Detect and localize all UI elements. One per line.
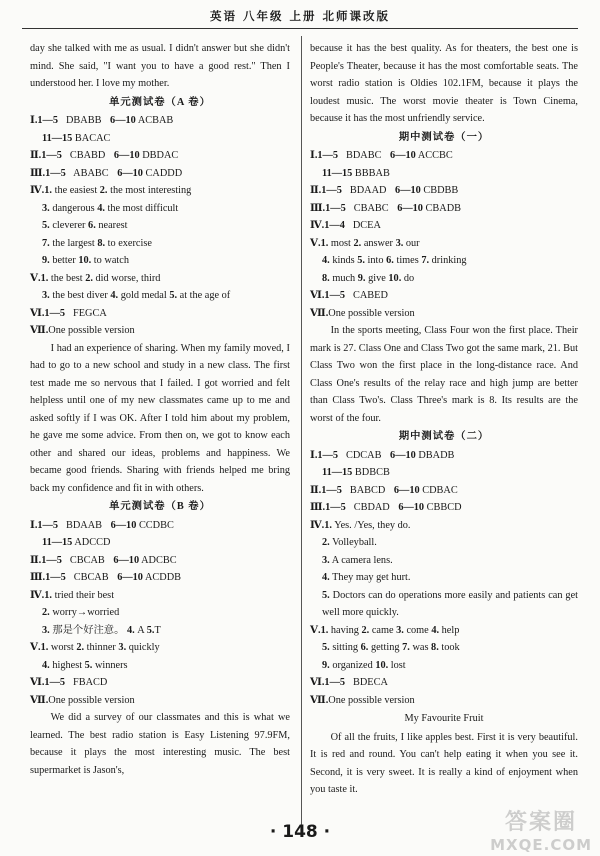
answer-line: 11—15 BACAC	[42, 132, 111, 144]
column-divider	[301, 36, 302, 828]
answer-line: Ⅱ.1—5 CBCAB 6—10 ADCBC	[30, 554, 177, 566]
page-header: 英语 八年级 上册 北师课改版	[209, 9, 390, 23]
answer-line: Ⅴ.1. worst 2. thinner 3. quickly	[30, 642, 160, 653]
answer-line: 5. cleverer 6. nearest	[42, 220, 128, 231]
right-column	[310, 40, 578, 799]
answer-line: Ⅰ.1—5 BDABC 6—10 ACCBC	[310, 150, 453, 161]
answer-line: 5. sitting 6. getting 7. was 8. took	[322, 642, 460, 653]
answer-line: 7. the largest 8. to exercise	[42, 237, 152, 249]
answer-line: Ⅶ.One possible version	[30, 694, 135, 706]
answer-line: 11—15 BBBAB	[322, 167, 390, 179]
answer-line: Ⅱ.1—5 CBABD 6—10 DBDAC	[30, 150, 179, 161]
answer-line: Ⅶ.One possible version	[310, 694, 415, 706]
answer-line: Ⅵ.1—5 CABED	[310, 290, 388, 301]
unit-test-a-title: 单元测试卷（A 卷）	[109, 96, 211, 108]
intro-paragraph: day she talked with me as usual. I didn't answer but she didn't mind. She said, "I want you to have a good rest." Then I understood her. I love my mother.	[30, 43, 290, 89]
answer-line: Ⅰ.1—5 CDCAB 6—10 DBADB	[310, 449, 455, 461]
answer-line: Ⅳ.1. Yes. /Yes, they do.	[310, 519, 411, 531]
answer-line: Ⅵ.1—5 FBACD	[30, 677, 108, 688]
essay-paragraph: I had an experience of sharing. When my family moved, I had to go to a new school and study in a new class. The first test made me so nervous that I failed. I got worried and felt helpless until one of my new classmates came up to me and asked softly if I was OK. After I told him about my problem, he gave me some advice. From then on, we got to know each other and shared our ideas, problems and happiness. We became good friends. Sharing with friends helped me bring back my confidence and fit in with others.	[30, 342, 290, 494]
answer-line: 3. dangerous 4. the most difficult	[42, 202, 179, 214]
answer-line: Ⅲ.1—5 CBABC 6—10 CBADB	[310, 202, 462, 214]
answer-line: Ⅱ.1—5 BABCD 6—10 CDBAC	[310, 484, 458, 496]
midterm-2-title: 期中测试卷（二）	[398, 431, 490, 442]
answer-line: 2. worry→worried	[42, 607, 120, 618]
answer-line: Ⅲ.1—5 ABABC 6—10 CADDD	[30, 167, 183, 179]
unit-test-b-title: 单元测试卷（B 卷）	[109, 501, 211, 512]
answer-line: Ⅵ.1—5 FEGCA	[30, 307, 107, 319]
answer-line: 5. Doctors can do operations more easily and patients can get well more quickly.	[322, 589, 579, 618]
page-number: · 148 ·	[269, 822, 331, 842]
answer-line: 11—15 ADCCD	[42, 537, 111, 548]
answer-line: Ⅴ.1. the best 2. did worse, third	[30, 272, 161, 284]
watermark-logo	[490, 805, 592, 854]
answer-line: 4. highest 5. winners	[42, 659, 128, 671]
answer-line: 9. organized 10. lost	[322, 659, 406, 671]
essay-paragraph: We did a survey of our classmates and this is what we learned. The best radio station is Easy Listening 97.9FM, because it plays the most interesting music. The best supermarket is Jason's,	[30, 712, 290, 776]
answer-line: 3. A camera lens.	[322, 554, 393, 566]
answer-line: 11—15 BDBCB	[322, 467, 390, 478]
answer-line: 2. Volleyball.	[322, 537, 377, 548]
watermark-text: 答案圈	[505, 810, 578, 835]
answer-line: Ⅴ.1. having 2. came 3. come 4. help	[310, 624, 460, 636]
answer-line: Ⅳ.1. the easiest 2. the most interesting	[30, 185, 192, 196]
answer-line: Ⅰ.1—5 DBABB 6—10 ACBAB	[30, 115, 174, 126]
answer-line: 3. the best diver 4. gold medal 5. at the age of	[42, 290, 231, 301]
continued-paragraph: because it has the best quality. As for theaters, the best one is People's Theater, because it has the most comfortable seats. The worst radio station is Oldies 102.1FM, because it plays the loudest music. The worst movie theater is Town Cinema, because it has the most unfriendly service.	[310, 43, 578, 124]
essay-paragraph: In the sports meeting, Class Four won the first place. Their mark is 27. Class One and Class Two got the same mark, 21. But Class Two won the first place in the long-distance race. And Class One's results of the relay race and high jump are better than Class Two's. Class Three's mark is 8. Its results are the worst of the four.	[310, 325, 578, 424]
answer-line: Ⅳ.1—4 DCEA	[310, 220, 381, 231]
answer-line: 4. kinds 5. into 6. times 7. drinking	[322, 255, 467, 266]
essay-paragraph: Of all the fruits, I like apples best. First it is very beautiful. It is red and round. You can't help eating it when you see it. Second, it is very sweet. It is really a kind of enjoyment when you taste it.	[310, 731, 578, 795]
answer-line: Ⅵ.1—5 BDECA	[310, 677, 388, 688]
answer-line: Ⅳ.1. tried their best	[30, 589, 115, 601]
answer-line: Ⅱ.1—5 BDAAD 6—10 CBDBB	[310, 185, 459, 196]
essay-title: My Favourite Fruit	[404, 713, 484, 724]
answer-line: 8. much 9. give 10. do	[322, 272, 415, 284]
midterm-1-title: 期中测试卷（一）	[398, 131, 490, 143]
answer-line: Ⅲ.1—5 CBCAB 6—10 ACDDB	[30, 572, 182, 583]
answer-line: 4. They may get hurt.	[322, 572, 411, 583]
answer-line: 9. better 10. to watch	[42, 255, 129, 266]
answer-line: Ⅴ.1. most 2. answer 3. our	[310, 237, 420, 249]
header-rule	[22, 28, 578, 29]
left-column	[30, 40, 290, 779]
watermark-url: MXQE.COM	[490, 836, 592, 854]
answer-line: Ⅰ.1—5 BDAAB 6—10 CCDBC	[30, 519, 174, 531]
answer-line: Ⅶ.One possible version	[30, 325, 135, 336]
answer-line: 3. 那是个好注意。 4. A 5.T	[42, 624, 161, 636]
answer-line: Ⅶ.One possible version	[310, 307, 415, 319]
answer-line: Ⅲ.1—5 CBDAD 6—10 CBBCD	[310, 502, 462, 513]
